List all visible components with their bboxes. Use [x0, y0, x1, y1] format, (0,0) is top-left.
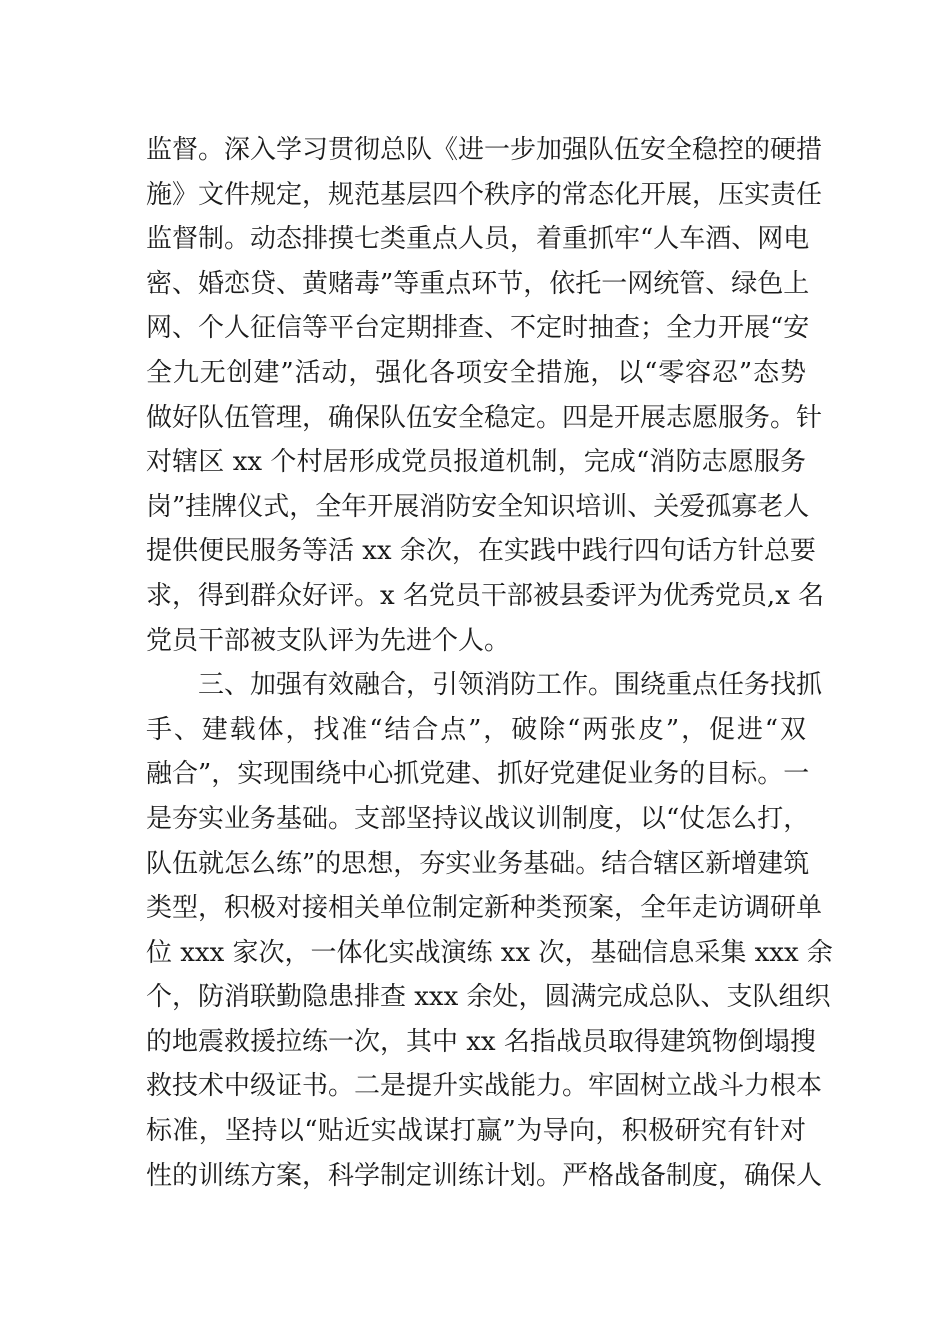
text-line: 党员干部被支队评为先进个人。 [146, 625, 511, 656]
text-line: 施》文件规定，规范基层四个秩序的常态化开展，压实责任 [146, 179, 823, 210]
text-line: 网、个人征信等平台定期排查、不定时抽查；全力开展“安 [146, 313, 810, 344]
text-line: 监督。深入学习贯彻总队《进一步加强队伍安全稳控的硬措 [146, 135, 823, 165]
text-line: 位 xxx 家次，一体化实战演练 xx 次，基础信息采集 xxx 余 [146, 937, 833, 968]
text-line: 做好队伍管理，确保队伍安全稳定。四是开展志愿服务。针 [146, 402, 823, 433]
text-line: 的地震救援拉练一次，其中 xx 名指战员取得建筑物倒塌搜 [146, 1026, 816, 1057]
section-heading-line: 三、加强有效融合，引领消防工作。围绕重点任务找抓 [198, 670, 823, 701]
text-line: 救技术中级证书。二是提升实战能力。牢固树立战斗力根本 [146, 1071, 823, 1102]
text-line: 监督制。动态排摸七类重点人员，着重抓牢“人车酒、网电 [146, 224, 810, 255]
text-line: 类型，积极对接相关单位制定新种类预案，全年走访调研单 [146, 893, 823, 924]
text-line: 岗”挂牌仪式，全年开展消防安全知识培训、关爱孤寡老人 [146, 491, 810, 522]
text-line: 手、建载体，找准“结合点”，破除“两张皮”，促进“双 [146, 714, 806, 745]
text-line: 是夯实业务基础。支部坚持议战议训制度，以“仗怎么打， [146, 803, 810, 834]
text-line: 队伍就怎么练”的思想，夯实业务基础。结合辖区新增建筑 [146, 848, 810, 879]
text-line: 性的训练方案，科学制定训练计划。严格战备制度，确保人 [146, 1160, 823, 1191]
text-line: 标准，坚持以“贴近实战谋打赢”为导向，积极研究有针对 [146, 1116, 806, 1147]
text-line: 融合”，实现围绕中心抓党建、抓好党建促业务的目标。一 [146, 759, 810, 790]
text-line: 对辖区 xx 个村居形成党员报道机制，完成“消防志愿服务 [146, 447, 806, 478]
text-line: 求，得到群众好评。x 名党员干部被县委评为优秀党员,x 名 [146, 580, 825, 611]
text-line: 提供便民服务等活 xx 余次，在实践中践行四句话方针总要 [146, 536, 816, 567]
text-line: 全九无创建”活动，强化各项安全措施，以“零容忍”态势 [146, 357, 806, 388]
body-text [146, 128, 833, 1198]
text-line: 密、婚恋贷、黄赌毒”等重点环节，依托一网统管、绿色上 [146, 268, 810, 299]
text-line: 个，防消联勤隐患排查 xxx 余处，圆满完成总队、支队组织 [146, 982, 831, 1013]
